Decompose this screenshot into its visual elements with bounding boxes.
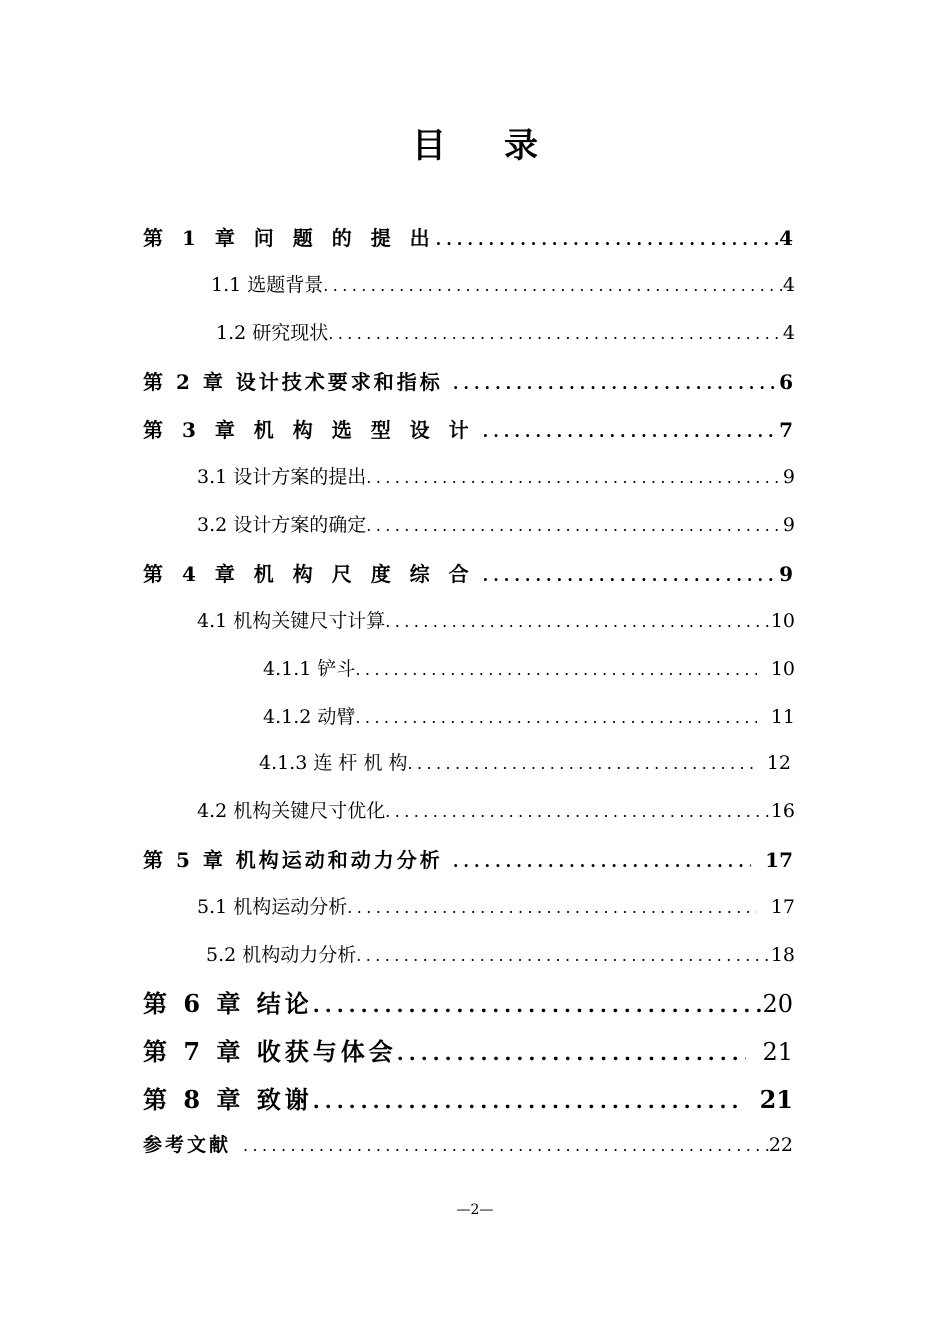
- toc-entry-label: 4.2 机构关键尺寸优化: [197, 800, 386, 822]
- toc-entry-5-2[interactable]: [206, 940, 795, 967]
- toc-entry-label: 1.2 研究现状: [216, 322, 329, 344]
- toc-leader-dots: [385, 802, 771, 821]
- toc-entry-page: 4: [782, 274, 795, 296]
- toc-entry-4-1-1[interactable]: [263, 654, 795, 681]
- toc-entry-chapter-4[interactable]: [143, 558, 793, 587]
- toc-entry-page: 10: [770, 658, 795, 680]
- toc-entry-label: 3.2 设计方案的确定: [197, 514, 367, 536]
- toc-entry-page: 10: [770, 610, 795, 632]
- toc-entry-label: 第 5 章 机构运动和动力分析: [143, 848, 443, 872]
- toc-leader-dots: [385, 612, 771, 631]
- toc-entry-label: 5.1 机构运动分析: [197, 896, 348, 918]
- toc-leader-dots: [313, 1089, 744, 1113]
- toc-entry-page: 17: [770, 896, 795, 918]
- toc-entry-3-1[interactable]: [197, 462, 795, 489]
- toc-leader-dots: [453, 852, 751, 871]
- toc-entry-3-2[interactable]: [197, 510, 795, 537]
- toc-entry-chapter-7[interactable]: [143, 1032, 793, 1067]
- toc-entry-5-1[interactable]: [197, 892, 795, 919]
- toc-entry-page: 11: [770, 706, 795, 728]
- toc-entry-page: 6: [779, 370, 793, 394]
- toc-entry-4-1-3[interactable]: [259, 748, 791, 775]
- toc-entry-label: 1.1 选题背景: [211, 274, 324, 296]
- toc-entry-label: 第 8 章 致谢: [143, 1085, 313, 1114]
- title-char-2: 录: [504, 126, 538, 166]
- toc-entry-chapter-6[interactable]: [143, 984, 793, 1019]
- toc-leader-dots: [483, 566, 779, 585]
- toc-entry-page: 9: [782, 514, 795, 536]
- toc-entry-page: 22: [768, 1134, 793, 1156]
- toc-leader-dots: [355, 660, 756, 679]
- toc-leader-dots: [347, 898, 757, 917]
- toc-entry-label: 第 4 章 机 构 尺 度 综 合: [143, 562, 475, 586]
- toc-entry-page: 20: [762, 990, 793, 1018]
- toc-entry-label: 5.2 机构动力分析: [206, 944, 357, 966]
- toc-entry-label: 第 7 章 收获与体会: [143, 1037, 397, 1066]
- toc-entry-page: 17: [765, 848, 793, 872]
- toc-leader-dots: [328, 324, 783, 343]
- toc-entry-page: 4: [782, 322, 795, 344]
- toc-leader-dots: [483, 422, 779, 441]
- toc-entry-label: 4.1.2 动臂: [263, 706, 356, 728]
- toc-entry-4-1[interactable]: [197, 606, 795, 633]
- toc-entry-4-1-2[interactable]: [263, 702, 795, 729]
- toc-leader-dots: [366, 516, 783, 535]
- toc-entry-page: 16: [770, 800, 795, 822]
- toc-entry-page: 9: [779, 562, 793, 586]
- toc-leader-dots: [366, 468, 783, 487]
- toc-entry-label: 第 6 章 结论: [143, 989, 313, 1018]
- toc-leader-dots: [356, 946, 771, 965]
- toc-entry-page: 21: [762, 1038, 793, 1066]
- toc-entry-chapter-3[interactable]: [143, 414, 793, 443]
- toc-entry-chapter-2[interactable]: [143, 366, 793, 395]
- toc-entry-references[interactable]: [143, 1130, 793, 1157]
- toc-entry-label: 4.1.3 连 杆 机 构: [259, 752, 408, 774]
- toc-entry-label: 第 1 章 问 题 的 提 出: [143, 226, 436, 250]
- toc-leader-dots: [397, 1041, 747, 1065]
- toc-entry-page: 7: [779, 418, 793, 442]
- title-char-1: 目: [412, 126, 446, 166]
- toc-entry-page: 4: [779, 226, 793, 250]
- toc-leader-dots: [355, 708, 756, 727]
- toc-entry-4-2[interactable]: [197, 796, 795, 823]
- toc-leader-dots: [243, 1136, 769, 1155]
- toc-entry-label: 第 2 章 设计技术要求和指标: [143, 370, 443, 394]
- toc-entry-1-2[interactable]: [216, 318, 795, 345]
- toc-entry-label: 第 3 章 机 构 选 型 设 计: [143, 418, 475, 442]
- toc-entry-chapter-8[interactable]: [143, 1080, 793, 1115]
- toc-leader-dots: [453, 374, 779, 393]
- toc-entry-chapter-5[interactable]: [143, 844, 793, 873]
- toc-entry-label: 3.1 设计方案的提出: [197, 466, 367, 488]
- page-title: [0, 118, 950, 167]
- toc-entry-label: 参考文献: [143, 1134, 232, 1156]
- toc-entry-label: 4.1.1 铲斗: [263, 658, 356, 680]
- toc-leader-dots: [408, 754, 753, 773]
- toc-entry-chapter-1[interactable]: [143, 222, 793, 251]
- page-number-footer: —2—: [456, 1202, 494, 1218]
- toc-entry-page: 21: [759, 1085, 793, 1114]
- toc-entry-page: 18: [770, 944, 795, 966]
- toc-leader-dots: [323, 276, 783, 295]
- toc-leader-dots: [436, 230, 779, 249]
- toc-entry-1-1[interactable]: [211, 270, 795, 297]
- toc-entry-label: 4.1 机构关键尺寸计算: [197, 610, 386, 632]
- toc-entry-page: 9: [782, 466, 795, 488]
- toc-entry-page: 12: [766, 752, 791, 774]
- toc-leader-dots: [313, 993, 763, 1017]
